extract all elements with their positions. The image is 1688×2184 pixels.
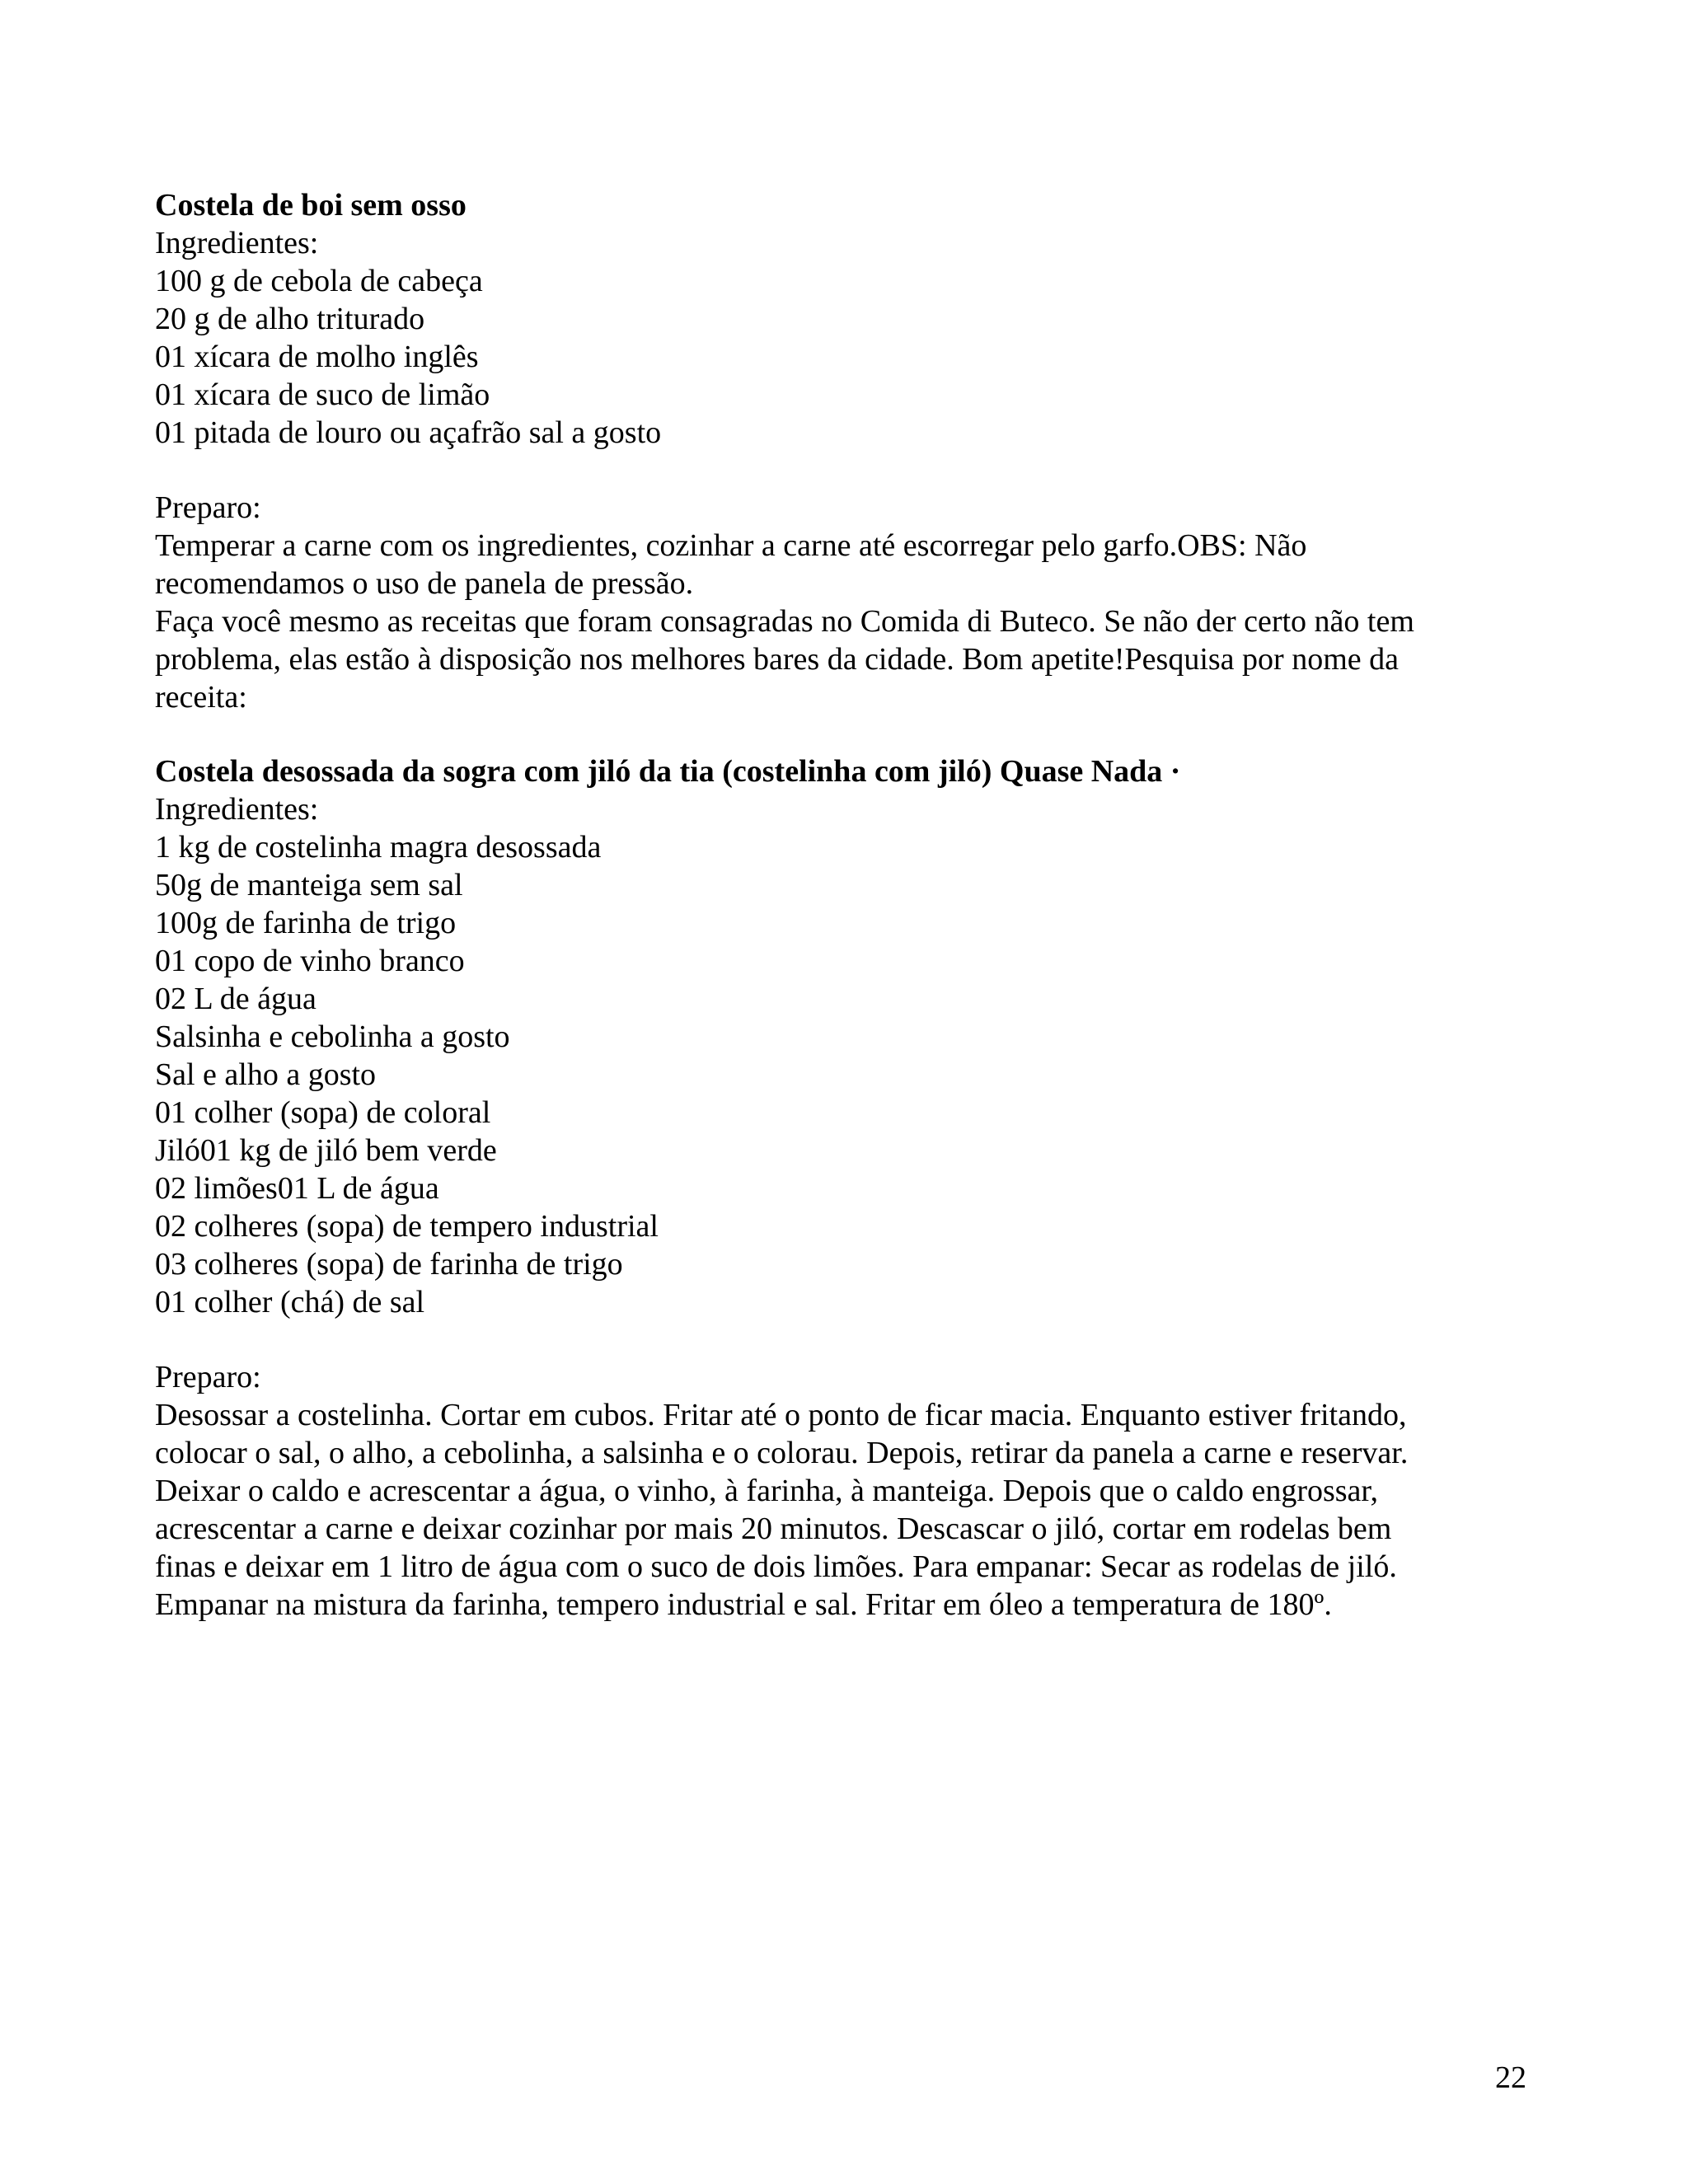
ingredient-item: 02 colheres (sopa) de tempero industrial (155, 1209, 659, 1244)
ingredient-item: 100g de farinha de trigo (155, 906, 457, 940)
recipe-2 (155, 752, 1540, 1624)
ingredient-item: 50g de manteiga sem sal (155, 868, 463, 902)
ingredient-item: 02 limões01 L de água (155, 1171, 439, 1206)
preparation-line: finas e deixar em 1 litro de água com o suco de dois limões. Para empanar: Secar as rodelas de jiló. (155, 1549, 1397, 1584)
preparation-line: receita: (155, 680, 247, 715)
recipe-1 (155, 186, 1540, 716)
ingredient-item: 01 pitada de louro ou açafrão sal a gosto (155, 415, 662, 450)
ingredients-heading: Ingredientes: (155, 792, 319, 827)
ingredient-item: 03 colheres (sopa) de farinha de trigo (155, 1247, 623, 1282)
preparation-heading: Preparo: (155, 490, 261, 525)
recipe-title: Costela desossada da sogra com jiló da tia (costelinha com jiló) Quase Nada · (155, 754, 1181, 789)
ingredient-item: Salsinha e cebolinha a gosto (155, 1019, 510, 1054)
ingredient-item: 02 L de água (155, 982, 316, 1016)
preparation-heading: Preparo: (155, 1360, 261, 1394)
ingredient-item: 100 g de cebola de cabeça (155, 264, 483, 298)
preparation-line: Temperar a carne com os ingredientes, cozinhar a carne até escorregar pelo garfo.OBS: Não (155, 528, 1307, 563)
spacer (155, 1321, 1540, 1358)
ingredient-item: 01 colher (chá) de sal (155, 1285, 425, 1319)
ingredient-item: 01 xícara de suco de limão (155, 377, 490, 412)
preparation-line: Deixar o caldo e acrescentar a água, o vinho, à farinha, à manteiga. Depois que o caldo engrossar, (155, 1474, 1379, 1508)
preparation-line: acrescentar a carne e deixar cozinhar por mais 20 minutos. Descascar o jiló, cortar em rodelas bem (155, 1511, 1392, 1546)
recipe-title: Costela de boi sem osso (155, 188, 467, 223)
ingredients-heading: Ingredientes: (155, 226, 319, 260)
preparation-line: problema, elas estão à disposição nos melhores bares da cidade. Bom apetite!Pesquisa por nome da (155, 642, 1399, 677)
preparation-line: Faça você mesmo as receitas que foram consagradas no Comida di Buteco. Se não der certo não tem (155, 604, 1414, 639)
ingredient-item: Jiló01 kg de jiló bem verde (155, 1133, 497, 1168)
ingredient-item: 1 kg de costelinha magra desossada (155, 830, 602, 865)
document-page (155, 186, 1540, 1624)
ingredient-item: 01 xícara de molho inglês (155, 340, 479, 374)
ingredient-item: 20 g de alho triturado (155, 302, 425, 336)
preparation-line: Desossar a costelinha. Cortar em cubos. Fritar até o ponto de ficar macia. Enquanto estiver fritando, (155, 1398, 1407, 1432)
page-number: 22 (1495, 2060, 1526, 2095)
ingredient-item: Sal e alho a gosto (155, 1057, 377, 1092)
spacer (155, 716, 1540, 752)
preparation-line: colocar o sal, o alho, a cebolinha, a salsinha e o colorau. Depois, retirar da panela a carne e reservar. (155, 1436, 1409, 1470)
preparation-line: Empanar na mistura da farinha, tempero industrial e sal. Fritar em óleo a temperatura de 180º. (155, 1587, 1332, 1622)
preparation-line: recomendamos o uso de panela de pressão. (155, 566, 694, 601)
ingredient-item: 01 copo de vinho branco (155, 944, 465, 978)
spacer (155, 452, 1540, 489)
ingredient-item: 01 colher (sopa) de coloral (155, 1095, 491, 1130)
